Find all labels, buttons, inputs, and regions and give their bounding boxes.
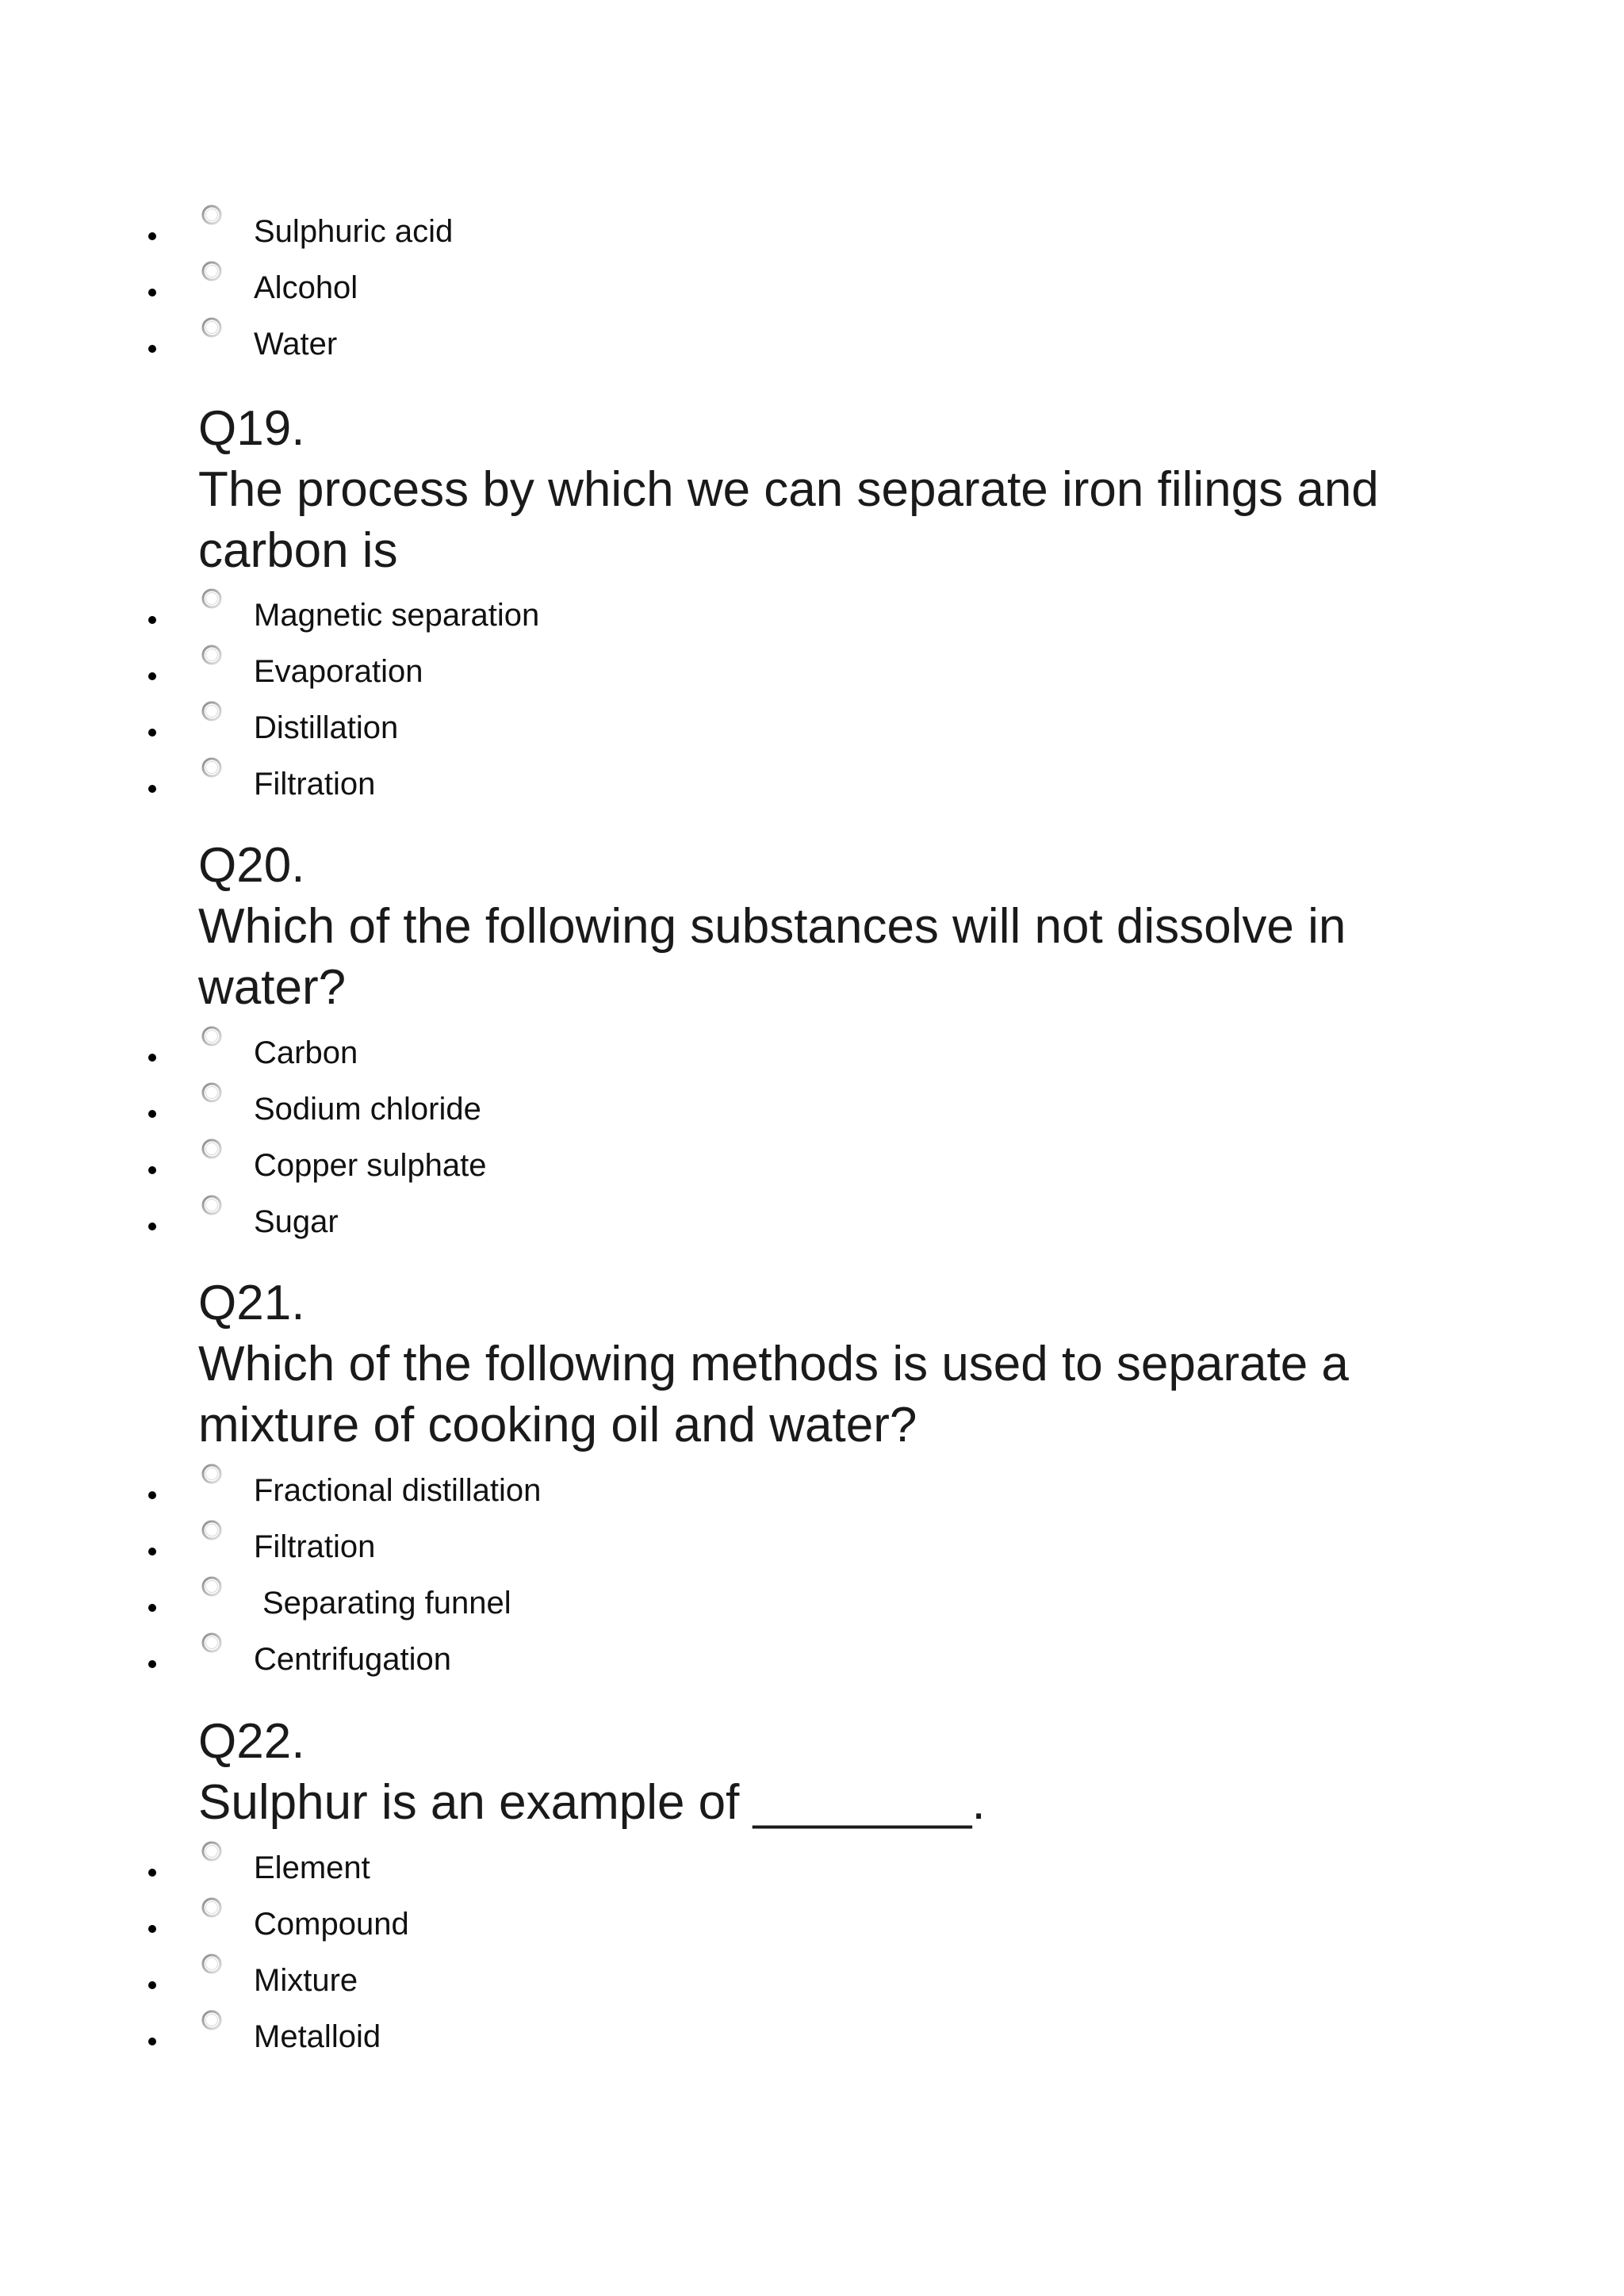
radio-button-icon[interactable]: [201, 1841, 222, 1862]
option-label: Compound: [254, 1907, 409, 1942]
bullet-icon: [148, 1925, 156, 1933]
question-q19: [198, 398, 1435, 581]
option-item: [0, 317, 1624, 373]
options-list: [0, 588, 1624, 813]
option-label: Filtration: [254, 1529, 376, 1564]
bullet-icon: [148, 232, 156, 240]
question-text: Sulphur is an example of ________.: [198, 1775, 986, 1830]
bullet-icon: [148, 1110, 156, 1118]
bullet-icon: [148, 672, 156, 680]
radio-button-icon[interactable]: [201, 1954, 222, 1974]
option-item: [0, 1576, 1624, 1632]
option-label: Sodium chloride: [254, 1092, 481, 1127]
option-label: Metalloid: [254, 2019, 381, 2054]
question-block-q18-options: [0, 205, 1624, 373]
option-item: [0, 1897, 1624, 1954]
question-block-q21-options: [0, 1464, 1624, 1689]
radio-button-icon[interactable]: [201, 1632, 222, 1653]
option-label: Fractional distillation: [254, 1473, 542, 1508]
option-item: [0, 205, 1624, 261]
radio-button-icon[interactable]: [201, 1026, 222, 1047]
option-label: Copper sulphate: [254, 1148, 487, 1183]
radio-button-icon[interactable]: [201, 205, 222, 225]
bullet-icon: [148, 1869, 156, 1877]
option-label: Mixture: [254, 1963, 358, 1998]
question-block-q22-options: [0, 1841, 1624, 2066]
option-label: Sugar: [254, 1204, 339, 1239]
bullet-icon: [148, 289, 156, 297]
bullet-icon: [148, 1660, 156, 1668]
option-item: [0, 1195, 1624, 1251]
radio-button-icon[interactable]: [201, 645, 222, 665]
options-list: [0, 1026, 1624, 1251]
bullet-icon: [148, 345, 156, 353]
question-q22: [198, 1711, 1435, 1833]
option-label: Magnetic separation: [254, 598, 540, 633]
option-item: [0, 1464, 1624, 1520]
option-item: [0, 1520, 1624, 1576]
radio-button-icon[interactable]: [201, 261, 222, 281]
radio-button-icon[interactable]: [201, 1195, 222, 1215]
bullet-icon: [148, 1548, 156, 1556]
radio-button-icon[interactable]: [201, 317, 222, 338]
question-block-q19-options: [0, 588, 1624, 813]
bullet-icon: [148, 1604, 156, 1612]
question-text: Which of the following substances will not dissolve in water?: [198, 899, 1346, 1015]
bullet-icon: [148, 785, 156, 793]
radio-button-icon[interactable]: [201, 2010, 222, 2030]
bullet-icon: [148, 1223, 156, 1230]
option-label: Sulphuric acid: [254, 214, 454, 249]
bullet-icon: [148, 1166, 156, 1174]
option-item: [0, 261, 1624, 317]
bullet-icon: [148, 1054, 156, 1062]
option-item: [0, 1138, 1624, 1195]
bullet-icon: [148, 616, 156, 624]
radio-button-icon[interactable]: [201, 1897, 222, 1918]
option-item: [0, 701, 1624, 757]
option-label: Distillation: [254, 710, 399, 745]
bullet-icon: [148, 2038, 156, 2045]
question-text: Which of the following methods is used to separate a mixture of cooking oil and water?: [198, 1337, 1349, 1452]
bullet-icon: [148, 1491, 156, 1499]
option-item: [0, 588, 1624, 645]
question-block-q20-options: [0, 1026, 1624, 1251]
radio-button-icon[interactable]: [201, 1576, 222, 1597]
question-q20: [198, 835, 1435, 1018]
options-list: [0, 205, 1624, 373]
option-label: Separating funnel: [262, 1586, 511, 1621]
option-label: Water: [254, 327, 338, 362]
option-item: [0, 1632, 1624, 1689]
option-item: [0, 1082, 1624, 1138]
options-list: [0, 1464, 1624, 1689]
question-text: The process by which we can separate iron filings and carbon is: [198, 462, 1379, 578]
option-label: Centrifugation: [254, 1642, 452, 1677]
option-item: [0, 645, 1624, 701]
option-label: Alcohol: [254, 270, 358, 305]
radio-button-icon[interactable]: [201, 1082, 222, 1103]
radio-button-icon[interactable]: [201, 1138, 222, 1159]
question-q21: [198, 1272, 1435, 1456]
option-item: [0, 2010, 1624, 2066]
option-item: [0, 1026, 1624, 1082]
bullet-icon: [148, 1981, 156, 1989]
option-label: Carbon: [254, 1035, 358, 1070]
question-number: Q22.: [198, 1714, 305, 1769]
options-list: [0, 1841, 1624, 2066]
option-label: Element: [254, 1850, 370, 1885]
option-label: Filtration: [254, 767, 376, 802]
radio-button-icon[interactable]: [201, 588, 222, 609]
radio-button-icon[interactable]: [201, 1520, 222, 1540]
radio-button-icon[interactable]: [201, 757, 222, 778]
option-item: [0, 757, 1624, 813]
option-item: [0, 1841, 1624, 1897]
option-label: Evaporation: [254, 654, 423, 689]
question-number: Q19.: [198, 401, 305, 456]
radio-button-icon[interactable]: [201, 701, 222, 721]
option-item: [0, 1954, 1624, 2010]
question-number: Q20.: [198, 838, 305, 893]
radio-button-icon[interactable]: [201, 1464, 222, 1484]
question-number: Q21.: [198, 1276, 305, 1330]
bullet-icon: [148, 729, 156, 737]
